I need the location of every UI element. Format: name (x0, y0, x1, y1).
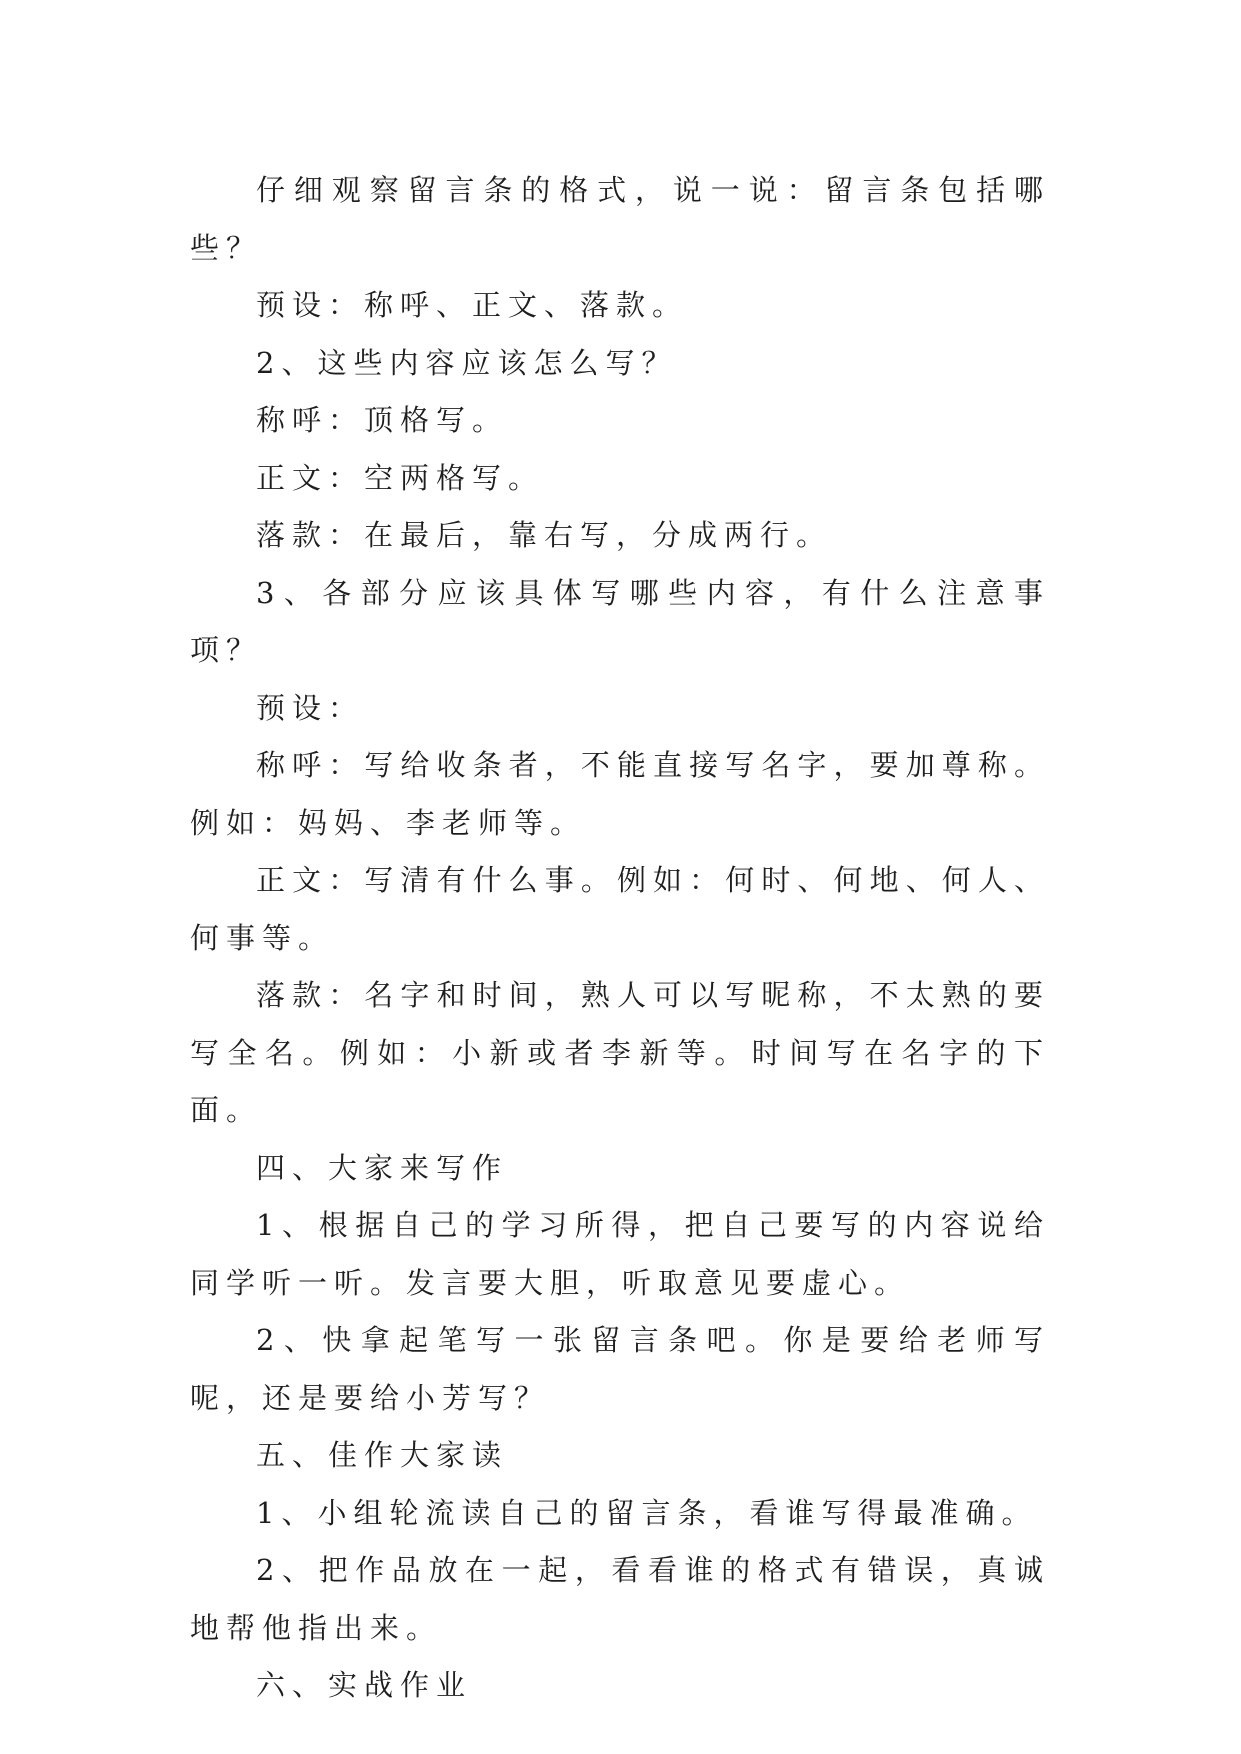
paragraph: 3、各部分应该具体写哪些内容，有什么注意事项？ (190, 575, 1050, 667)
paragraph: 称呼：顶格写。 (256, 403, 509, 437)
paragraph: 1、根据自己的学习所得，把自己要写的内容说给同学听一听。发言要大胆，听取意见要虚心。 (190, 1208, 1050, 1300)
paragraph: 称呼：写给收条者，不能直接写名字，要加尊称。例如：妈妈、李老师等。 (190, 748, 1050, 840)
paragraph: 正文：空两格写。 (256, 460, 545, 495)
paragraph: 落款：在最后，靠右写，分成两行。 (256, 518, 833, 552)
paragraph: 预设： (256, 690, 365, 725)
section-heading: 五、佳作大家读 (256, 1438, 509, 1472)
paragraph: 2、把作品放在一起，看看谁的格式有错误，真诚地帮他指出来。 (190, 1553, 1050, 1645)
paragraph: 1、小组轮流读自己的留言条，看谁写得最准确。 (256, 1495, 1038, 1530)
paragraph: 正文：写清有什么事。例如：何时、何地、何人、何事等。 (190, 863, 1050, 955)
paragraph: 仔细观察留言条的格式，说一说：留言条包括哪些？ (190, 173, 1050, 265)
section-heading: 四、大家来写作 (256, 1150, 509, 1185)
paragraph: 预设：称呼、正文、落款。 (256, 288, 689, 322)
paragraph: 2、这些内容应该怎么写？ (256, 345, 678, 380)
paragraph: 2、快拿起笔写一张留言条吧。你是要给老师写呢，还是要给小芳写？ (190, 1323, 1050, 1415)
paragraph: 落款：名字和时间，熟人可以写昵称，不太熟的要写全名。例如：小新或者李新等。时间写在名字的下面。 (190, 978, 1050, 1127)
document-body (190, 162, 1050, 1715)
section-heading: 六、实战作业 (256, 1668, 473, 1702)
